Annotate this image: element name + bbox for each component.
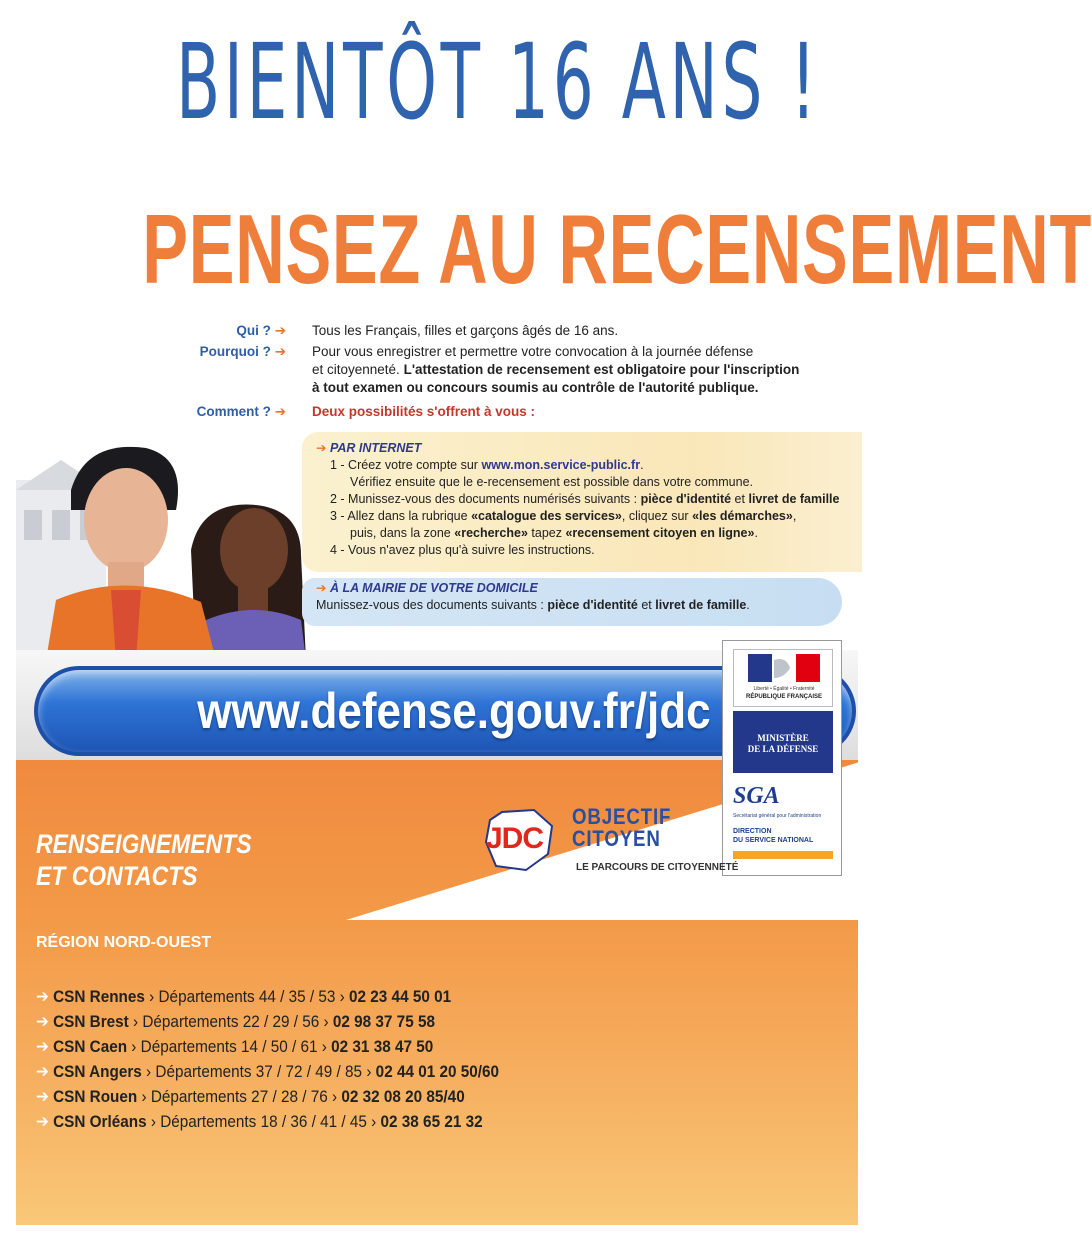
contact-row: ➔ CSN Rouen › Départements 27 / 28 / 76 › 02 32 08 20 85/40 <box>36 1087 465 1106</box>
ministry-logo-panel <box>722 640 842 876</box>
contact-list <box>36 984 551 1134</box>
comment-text: Deux possibilités s'offrent à vous : <box>312 404 536 419</box>
arrow-right-icon: ➔ <box>36 1087 49 1106</box>
contact-phone[interactable]: 02 31 38 47 50 <box>331 1037 434 1056</box>
dsn-line-1: DIRECTION <box>733 828 772 835</box>
pourquoi-line-2a: et citoyenneté. <box>312 362 400 377</box>
girl-face <box>220 508 288 592</box>
objectif-citoyen-logo <box>572 806 671 850</box>
step-2-and: et <box>734 492 745 506</box>
step-2-text: 2 - Munissez-vous des documents numérisés suivants : <box>330 492 638 506</box>
objectif-line-2: CITOYEN <box>572 826 661 851</box>
ministry-name <box>733 711 833 773</box>
contact-depts: Départements 14 / 50 / 61 <box>140 1037 318 1056</box>
contact-depts: Départements 27 / 28 / 76 <box>150 1087 328 1106</box>
pourquoi-line-3: à tout examen ou concours soumis au contrôle de l'autorité publique. <box>312 380 759 395</box>
qui-label: Qui ? <box>236 323 271 338</box>
mairie-text-a: Munissez-vous des documents suivants : <box>316 598 544 612</box>
parcours-text: LE PARCOURS DE CITOYENNETÉ <box>576 862 739 873</box>
contact-city: CSN Orléans <box>53 1112 147 1131</box>
marianne-logo <box>733 649 833 707</box>
defense-url-link[interactable]: www.defense.gouv.fr/jdc <box>197 683 711 739</box>
arrow-right-icon: ➔ <box>274 344 286 359</box>
contact-depts: Départements 44 / 35 / 53 <box>158 987 336 1006</box>
dsn-bar <box>733 851 833 859</box>
arrow-right-icon: ➔ <box>274 323 286 338</box>
sga-subtitle: Secrétariat général pour l'administration <box>733 813 822 819</box>
teenagers-illustration <box>16 340 326 660</box>
contact-phone[interactable]: 02 98 37 75 58 <box>332 1012 435 1031</box>
contact-row: ➔ CSN Caen › Départements 14 / 50 / 61 › 02 31 38 47 50 <box>36 1037 434 1056</box>
mairie-and: et <box>641 598 652 612</box>
contact-depts: Départements 37 / 72 / 49 / 85 <box>155 1062 363 1081</box>
contact-depts: Départements 18 / 36 / 41 / 45 <box>160 1112 367 1131</box>
contact-phone[interactable]: 02 44 01 20 50/60 <box>375 1062 500 1081</box>
boy-face <box>84 468 168 572</box>
title-line-1: BIENTÔT 16 ANS ! <box>175 21 820 143</box>
step-2-doc-2: livret de famille <box>748 492 840 506</box>
contact-city: CSN Rouen <box>53 1087 138 1106</box>
contact-city: CSN Angers <box>53 1062 142 1081</box>
dsn-line-2: DU SERVICE NATIONAL <box>733 837 814 844</box>
jdc-text: JDC <box>486 822 544 855</box>
sga-logo: SGA <box>733 783 780 809</box>
contact-row: ➔ CSN Brest › Départements 22 / 29 / 56 › 02 98 37 75 58 <box>36 1012 435 1031</box>
comment-label: Comment ? <box>196 404 271 419</box>
pourquoi-line-2b: L'attestation de recensement est obligatoire pour l'inscription <box>403 362 800 377</box>
mairie-heading: À LA MAIRIE DE VOTRE DOMICILE <box>329 581 538 595</box>
jdc-logo <box>482 808 556 872</box>
step-1-note: Vérifiez ensuite que le e-recensement est possible dans votre commune. <box>350 475 753 489</box>
step-3-query: «recensement citoyen en ligne» <box>565 526 755 540</box>
arrow-right-icon: ➔ <box>274 404 286 419</box>
mairie-doc-1: pièce d'identité <box>547 598 638 612</box>
step-3-demarches: «les démarches» <box>692 509 793 523</box>
service-public-link[interactable]: www.mon.service-public.fr <box>481 458 641 472</box>
title-line-2: PENSEZ AU RECENSEMENT <box>142 194 1092 304</box>
step-3-recherche: «recherche» <box>454 526 528 540</box>
step-1-text: 1 - Créez votre compte sur <box>330 458 478 472</box>
arrow-right-icon: ➔ <box>316 441 327 455</box>
pourquoi-label: Pourquoi ? <box>199 344 271 359</box>
contacts-heading-line-2: ET CONTACTS <box>36 861 198 891</box>
step-3-click: , cliquez sur <box>621 509 689 523</box>
step-4-text: 4 - Vous n'avez plus qu'à suivre les instructions. <box>330 543 595 557</box>
contact-row: ➔ CSN Angers › Départements 37 / 72 / 49 / 85 › 02 44 01 20 50/60 <box>36 1062 500 1081</box>
republic-text: RÉPUBLIQUE FRANÇAISE <box>745 694 822 700</box>
contact-row: ➔ CSN Rennes › Départements 44 / 35 / 53 › 02 23 44 50 01 <box>36 987 452 1006</box>
objectif-line-1: OBJECTIF <box>572 804 672 829</box>
arrow-right-icon: ➔ <box>36 1062 49 1081</box>
arrow-right-icon: ➔ <box>36 987 49 1006</box>
internet-heading: PAR INTERNET <box>329 441 422 455</box>
step-3-type: tapez <box>531 526 562 540</box>
step-3-text: 3 - Allez dans la rubrique <box>330 509 468 523</box>
step-3-zone: puis, dans la zone <box>350 526 451 540</box>
contact-depts: Départements 22 / 29 / 56 <box>142 1012 320 1031</box>
contact-city: CSN Rennes <box>53 987 145 1006</box>
arrow-right-icon: ➔ <box>36 1012 49 1031</box>
dsn-label <box>733 827 813 845</box>
pourquoi-line-1: Pour vous enregistrer et permettre votre convocation à la journée défense <box>312 344 754 359</box>
mairie-text: ➔ À LA MAIRIE DE VOTRE DOMICILE Munissez-vous des documents suivants : pièce d'identité et livret de famille. <box>316 581 750 612</box>
arrow-right-icon: ➔ <box>36 1112 49 1131</box>
contact-row: ➔ CSN Orléans › Départements 18 / 36 / 41 / 45 › 02 38 65 21 32 <box>36 1112 483 1131</box>
contacts-heading <box>36 828 252 892</box>
step-2-doc-1: pièce d'identité <box>640 492 732 506</box>
contact-phone[interactable]: 02 23 44 50 01 <box>349 987 452 1006</box>
poster <box>16 0 1092 1225</box>
internet-steps: ➔ PAR INTERNET 1 - Créez votre compte sur www.mon.service-public.fr. Vérifiez ensuite que le e-recensement est possible dans votre commune. 2 - Munissez-vous des documents numérisés suivants : pièce d'identité et livret de famille 3 - Allez dans la rubrique «catalogue des services», cliquez sur «les démarches», puis, dans la zone «recherche» tapez «recensement citoyen en ligne». 4 - Vous n'avez plus qu'à suivre les instructions. <box>316 441 840 557</box>
motto-text: Liberté • Égalité • Fraternité <box>753 686 815 692</box>
contact-city: CSN Caen <box>53 1037 128 1056</box>
ministry-line-2: DE LA DÉFENSE <box>747 744 819 754</box>
qui-text: Tous les Français, filles et garçons âgés de 16 ans. <box>312 323 619 338</box>
ministry-line-1: MINISTÈRE <box>757 733 809 743</box>
contacts-heading-line-1: RENSEIGNEMENTS <box>36 829 252 859</box>
region-title: RÉGION NORD-OUEST <box>36 934 212 951</box>
mairie-doc-2: livret de famille <box>655 598 747 612</box>
contact-phone[interactable]: 02 32 08 20 85/40 <box>341 1087 465 1106</box>
step-3-catalogue: «catalogue des services» <box>471 509 622 523</box>
arrow-right-icon: ➔ <box>316 581 327 595</box>
contact-phone[interactable]: 02 38 65 21 32 <box>380 1112 483 1131</box>
arrow-right-icon: ➔ <box>36 1037 49 1056</box>
contact-city: CSN Brest <box>53 1012 129 1031</box>
